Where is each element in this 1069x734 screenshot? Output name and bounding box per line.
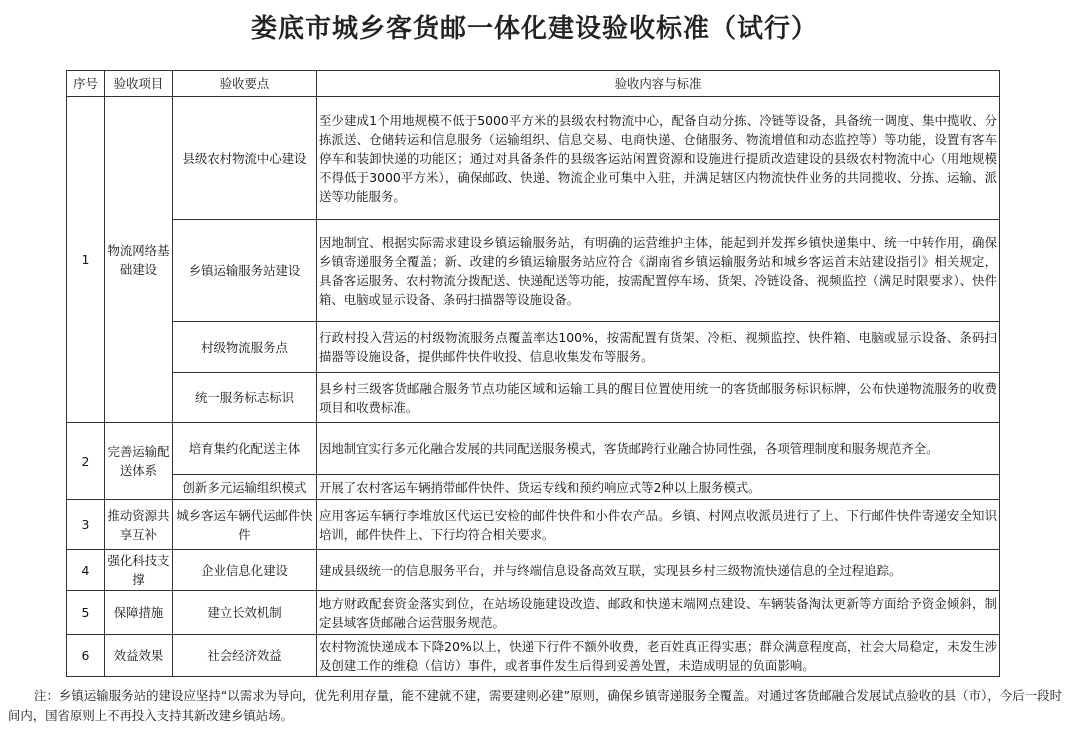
table-row <box>67 635 1000 677</box>
table-row <box>67 97 1000 220</box>
check-content: 农村物流快递成本下降20%以上，快递下行件不额外收费，老百姓真正得实惠；群众满意程度高，社会大局稳定，未发生涉及创建工作的维稳（信访）事件，或者事件发生后得到妥善处置，未造成明显的负面影响。 <box>317 635 1000 677</box>
check-point: 城乡客运车辆代运邮件快件 <box>173 500 317 550</box>
header-no: 序号 <box>67 71 105 97</box>
project-name: 完善运输配送体系 <box>105 423 173 500</box>
check-point: 企业信息化建设 <box>173 550 317 591</box>
check-point: 建立长效机制 <box>173 591 317 635</box>
project-name: 强化科技支撑 <box>105 550 173 591</box>
table-row <box>67 500 1000 550</box>
table-row <box>67 423 1000 475</box>
table-row <box>67 475 1000 500</box>
row-number: 4 <box>67 550 105 591</box>
project-name: 效益效果 <box>105 635 173 677</box>
check-point: 创新多元运输组织模式 <box>173 475 317 500</box>
table-row <box>67 591 1000 635</box>
page-title: 娄底市城乡客货邮一体化建设验收标准（试行） <box>250 14 818 44</box>
table-header-row <box>67 71 1000 97</box>
row-number: 3 <box>67 500 105 550</box>
check-point: 统一服务标志标识 <box>173 373 317 423</box>
table-row <box>67 220 1000 322</box>
row-number: 1 <box>67 97 105 423</box>
check-content: 建成县级统一的信息服务平台，并与终端信息设备高效互联，实现县乡村三级物流快递信息的全过程追踪。 <box>317 550 1000 591</box>
check-content: 县乡村三级客货邮融合服务节点功能区域和运输工具的醒目位置使用统一的客货邮服务标识标牌，公布快递物流服务的收费项目和收费标准。 <box>317 373 1000 423</box>
project-name: 推动资源共享互补 <box>105 500 173 550</box>
check-point: 村级物流服务点 <box>173 322 317 373</box>
header-point: 验收要点 <box>173 71 317 97</box>
check-content: 因地制宜实行多元化融合发展的共同配送服务模式，客货邮跨行业融合协同性强，各项管理制度和服务规范齐全。 <box>317 423 1000 475</box>
table-row <box>67 322 1000 373</box>
check-content: 应用客运车辆行李堆放区代运已安检的邮件快件和小件农产品。乡镇、村网点收派员进行了上、下行邮件快件寄递安全知识培训，邮件快件上、下行均符合相关要求。 <box>317 500 1000 550</box>
header-content: 验收内容与标准 <box>317 71 1000 97</box>
row-number: 6 <box>67 635 105 677</box>
check-content: 行政村投入营运的村级物流服务点覆盖率达100%，按需配置有货架、冷柜、视频监控、快件箱、电脑或显示设备、条码扫描器等设施设备，提供邮件快件收投、信息收集发布等服务。 <box>317 322 1000 373</box>
row-number: 5 <box>67 591 105 635</box>
footnote: 注：乡镇运输服务站的建设应坚持“以需求为导向，优先利用存量，能不建就不建，需要建则必建”原则，确保乡镇寄递服务全覆盖。对通过客货邮融合发展试点验收的县（市），今后一段时间内，国省原则上不再投入支持其新改建乡镇站场。 <box>8 688 1062 723</box>
check-content: 因地制宜、根据实际需求建设乡镇运输服务站，有明确的运营维护主体，能起到并发挥乡镇快递集中、统一中转作用，确保乡镇寄递服务全覆盖；新、改建的乡镇运输服务站应符合《湖南省乡镇运输服务站和城乡客运首末站建设指引》相关规定，具备客运服务、农村物流分拨配送、快递配送等功能，按需配置停车场、货架、冷链设备、视频监控（满足时限要求）、快件箱、电脑或显示设备、条码扫描器等设施设备。 <box>317 220 1000 322</box>
check-content: 地方财政配套资金落实到位，在站场设施建设改造、邮政和快递末端网点建设、车辆装备淘汰更新等方面给予资金倾斜，制定县域客货邮融合运营服务规范。 <box>317 591 1000 635</box>
row-number: 2 <box>67 423 105 500</box>
check-point: 县级农村物流中心建设 <box>173 97 317 220</box>
check-content: 开展了农村客运车辆捎带邮件快件、货运专线和预约响应式等2种以上服务模式。 <box>317 475 1000 500</box>
check-content: 至少建成1个用地规模不低于5000平方米的县级农村物流中心，配备自动分拣、冷链等设备，具备统一调度、集中揽收、分拣派送、仓储转运和信息服务（运输组织、信息交易、电商快递、仓储服务、物流增值和动态监控等）等功能，设置有客车停车和装卸快递的功能区；通过对具备条件的县级客运站闲置资源和设施进行提质改造建设的县级农村物流中心（用地规模不得低于3000平方米），确保邮政、快递、物流企业可集中入驻，并满足辖区内物流快件业务的共同揽收、分拣、运输、派送等功能服务。 <box>317 97 1000 220</box>
table-row <box>67 550 1000 591</box>
project-name: 物流网络基础建设 <box>105 97 173 423</box>
project-name: 保障措施 <box>105 591 173 635</box>
acceptance-standard-table <box>66 70 1000 677</box>
check-point: 乡镇运输服务站建设 <box>173 220 317 322</box>
header-project: 验收项目 <box>105 71 173 97</box>
check-point: 培育集约化配送主体 <box>173 423 317 475</box>
check-point: 社会经济效益 <box>173 635 317 677</box>
table-row <box>67 373 1000 423</box>
